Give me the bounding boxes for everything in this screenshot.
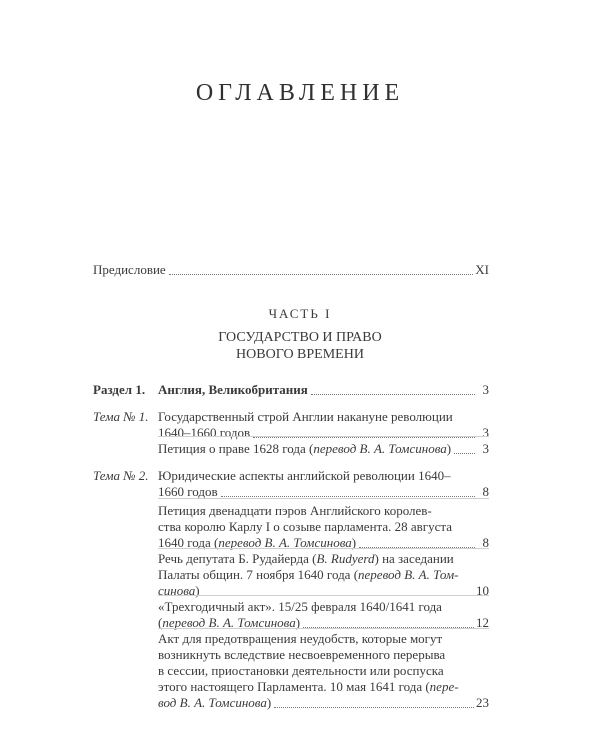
divider — [158, 595, 489, 596]
page-number: 12 — [476, 615, 489, 630]
dot-leader — [221, 496, 475, 497]
dot-leader — [274, 707, 474, 708]
topic-label: Тема № 2. — [93, 468, 149, 483]
divider — [158, 628, 489, 629]
text: 1640 года ( — [158, 535, 219, 550]
translator: перевод В. А. Том- — [358, 567, 459, 582]
text: Речь депутата Б. Рудайерда ( — [158, 551, 317, 566]
part-title-line-2: НОВОГО ВРЕМЕНИ — [236, 347, 364, 362]
text: ) — [351, 535, 357, 550]
section-label: Раздел 1. — [93, 382, 146, 397]
page-number: XI — [475, 262, 489, 277]
dot-leader — [454, 453, 475, 454]
page-number: 8 — [482, 535, 489, 550]
divider — [158, 436, 489, 437]
toc-entry-document[interactable] — [158, 441, 489, 457]
topic-label: Тема № 1. — [93, 409, 149, 424]
document-title-line: Петиция двенадцати пэров Английского королев- — [158, 503, 432, 518]
document-title-line — [158, 695, 271, 711]
translator: пере- — [429, 679, 459, 694]
document-title-line: «Трехгодичный акт». 15/25 февраля 1640/1641 года — [158, 599, 442, 614]
document-title-line: в сессии, приостановки деятельности или роспуска — [158, 663, 444, 678]
text: ( — [158, 615, 163, 630]
translator: вод В. А. Томсинова — [158, 695, 267, 710]
text: Палаты общин. 7 ноября 1640 года ( — [158, 567, 359, 582]
translator: перевод В. А. Томсинова — [162, 615, 296, 630]
entry-label: Предисловие — [93, 262, 166, 277]
divider — [158, 498, 489, 499]
text: ) — [446, 441, 452, 456]
topic-title-line: 1660 годов — [158, 484, 218, 499]
section-title: Англия, Великобритания — [158, 382, 308, 397]
document-title-line: возникнуть вследствие несвоевременного перерыва — [158, 647, 446, 662]
text: ) — [195, 583, 200, 598]
topic-title-line: 1640–1660 годов — [158, 425, 251, 440]
page-title: ОГЛАВЛЕНИЕ — [195, 80, 405, 106]
page-number: 3 — [482, 382, 489, 397]
text: этого настоящего Парламента. 10 мая 1641 года ( — [158, 679, 430, 694]
topic-title-line: Юридические аспекты английской революции 1640– — [158, 468, 451, 483]
translator: перевод В. А. Томсинова — [313, 441, 447, 456]
page-number: 3 — [482, 425, 489, 440]
page-number: 8 — [482, 484, 489, 499]
page-number: 3 — [482, 441, 489, 456]
toc-entry-preface[interactable] — [93, 262, 489, 278]
latin-name: B. Rudyerd — [316, 551, 375, 566]
text: ) — [295, 615, 301, 630]
document-title-line — [158, 551, 489, 567]
toc-entry-section-1[interactable] — [158, 382, 489, 398]
translator: перевод В. А. Томсинова — [218, 535, 352, 550]
document-title — [158, 441, 451, 457]
document-title-line — [158, 679, 489, 695]
translator: синова — [158, 583, 196, 598]
page-number: 10 — [476, 583, 489, 598]
dot-leader — [169, 274, 474, 275]
divider — [158, 548, 489, 549]
document-title-line — [158, 567, 489, 583]
part-title-line-1: ГОСУДАРСТВО И ПРАВО — [218, 330, 382, 345]
document-title-line — [158, 583, 200, 599]
toc-entry-document[interactable] — [158, 503, 489, 551]
text: ) — [266, 695, 272, 710]
toc-entry-document[interactable] — [158, 599, 489, 631]
page-number: 23 — [476, 695, 489, 710]
toc-entry-document[interactable] — [158, 631, 489, 711]
topic-title-line: Государственный строй Англии накануне революции — [158, 409, 453, 424]
toc-entry-document[interactable] — [158, 551, 489, 599]
document-title-line: ства королю Карлу I о созыве парламента. 28 августа — [158, 519, 453, 534]
document-title-line: Акт для предотвращения неудобств, которые могут — [158, 631, 443, 646]
text: Петиция о праве 1628 года ( — [158, 441, 314, 456]
toc-entry-topic-2[interactable] — [158, 468, 489, 500]
dot-leader — [311, 394, 475, 395]
dot-leader — [253, 437, 475, 438]
part-number: ЧАСТЬ I — [268, 306, 332, 321]
text: ) на заседании — [374, 551, 454, 566]
